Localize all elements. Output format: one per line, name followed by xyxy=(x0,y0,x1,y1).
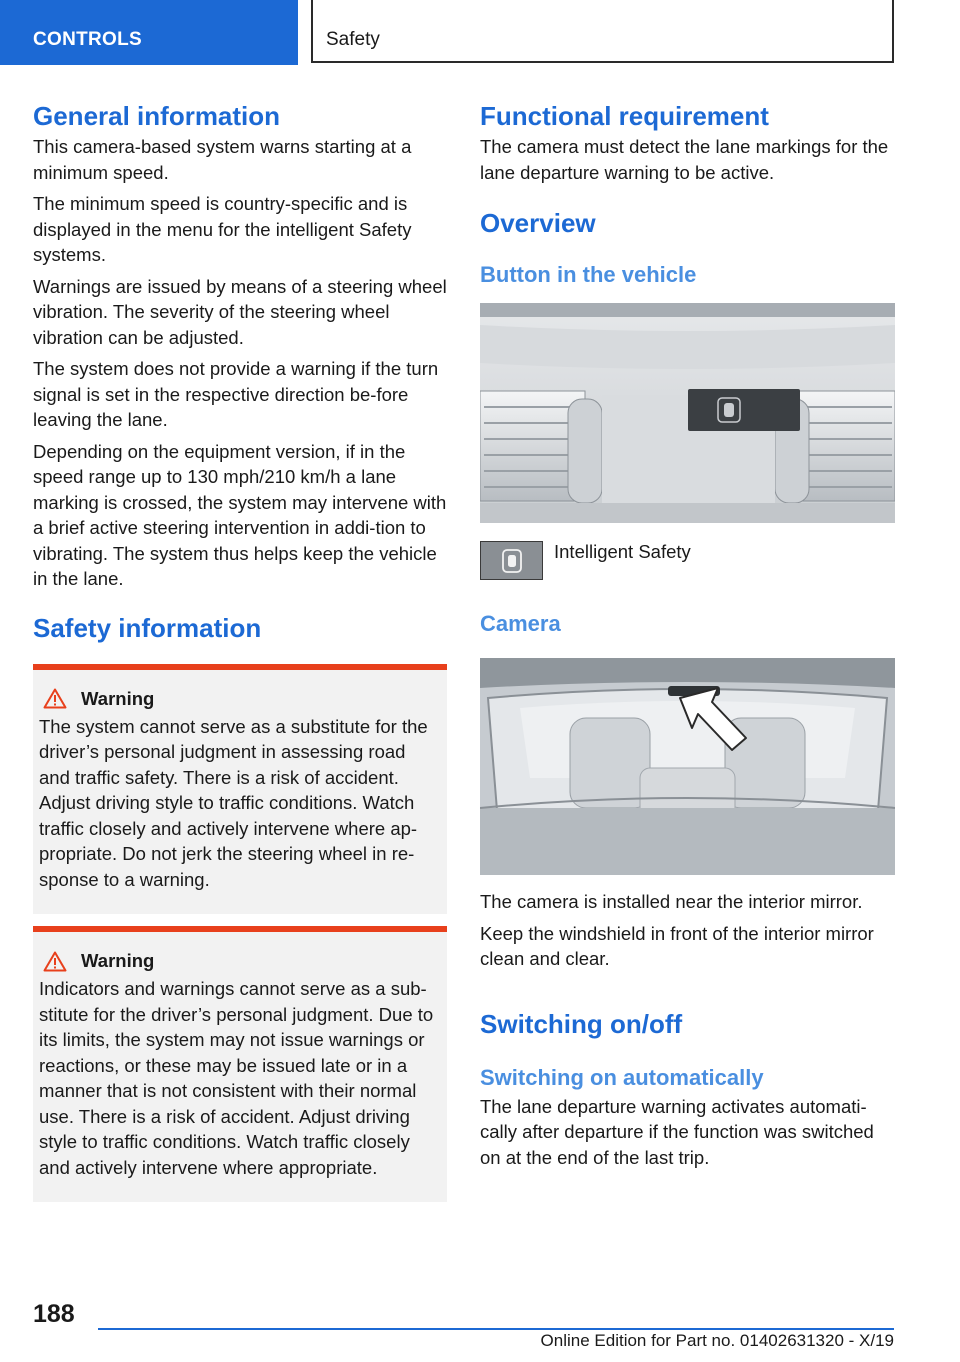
camera-text: The camera is installed near the interior mirror. xyxy=(480,891,863,912)
footer-divider xyxy=(98,1328,894,1330)
functional-heading: Functional requirement xyxy=(480,101,769,131)
warning-triangle-icon xyxy=(43,688,67,709)
camera-location-illustration xyxy=(480,658,895,875)
general-paragraph: This camera-based system warns starting at a minimum speed. xyxy=(33,136,412,183)
topic-label: Safety xyxy=(326,29,380,50)
section-label: CONTROLS xyxy=(33,29,143,50)
warning-text: The system cannot serve as a substitute for the driver’s personal judgment in assessing road and traffic safety. There is a risk of accident. Adjust driving style to traffic conditions. Watch traffic closely and actively intervene where ap-propriate. Do not jerk the steering wheel in re-sponse to a warning. xyxy=(39,715,428,890)
topic-frame xyxy=(311,0,894,63)
intelligent-safety-button-icon xyxy=(480,541,543,580)
warning-text: Indicators and warnings cannot serve as a sub-stitute for the driver’s personal judgment. Due to its limits, the system may not issue warnings or reactions, or these may be issued late or in a manner that is not consistent with their normal use. There is a risk of accident. Adjust driving style to traffic conditions. Watch traffic closely and actively intervene where appropriate. xyxy=(39,978,434,1178)
right-column xyxy=(480,100,895,1170)
warning-box xyxy=(33,664,447,915)
general-heading: General information xyxy=(33,101,281,131)
functional-text: The camera must detect the lane markings for the lane departure warning to be active. xyxy=(480,136,889,183)
warning-box xyxy=(33,926,447,1202)
warning-title: Warning xyxy=(81,950,155,971)
general-paragraph: The minimum speed is country-specific and is displayed in the menu for the intelligent Safety systems. xyxy=(33,193,412,265)
camera-heading: Camera xyxy=(480,611,561,636)
warning-triangle-icon xyxy=(43,951,67,972)
auto-text: The lane departure warning activates automati-cally after departure if the function was switched on at the end of the last trip. xyxy=(480,1095,874,1168)
camera-text: Keep the windshield in front of the interior mirror clean and clear. xyxy=(480,922,874,969)
section-tab xyxy=(0,0,298,65)
dashboard-button-illustration xyxy=(480,303,895,523)
button-legend-row xyxy=(480,541,895,580)
warning-title: Warning xyxy=(81,687,155,709)
edition-note: Online Edition for Part no. 01402631320 - X/19 xyxy=(540,1331,894,1350)
warning-title-row xyxy=(43,688,441,710)
general-paragraph: Depending on the equipment version, if in the speed range up to 130 mph/210 km/h a lane marking is crossed, the system may intervene with a brief active steering intervention in addi-tion to vibrating. The system thus helps keep the vehicle in the lane. xyxy=(33,440,447,589)
switching-heading: Switching on/off xyxy=(480,1008,683,1039)
overview-heading: Overview xyxy=(480,208,596,238)
general-paragraph: The system does not provide a warning if the turn signal is set in the respective direction be-fore leaving the lane. xyxy=(33,358,439,430)
general-paragraph: Warnings are issued by means of a steering wheel vibration. The severity of the steering wheel vibration can be adjusted. xyxy=(33,275,447,348)
warning-title-row xyxy=(43,950,441,972)
page-number: 188 xyxy=(33,1300,75,1328)
safety-heading: Safety information xyxy=(33,612,262,643)
button-legend-label: Intelligent Safety xyxy=(554,541,691,562)
left-column xyxy=(33,100,447,1202)
auto-heading: Switching on automatically xyxy=(480,1064,764,1090)
button-heading: Button in the vehicle xyxy=(480,262,697,287)
